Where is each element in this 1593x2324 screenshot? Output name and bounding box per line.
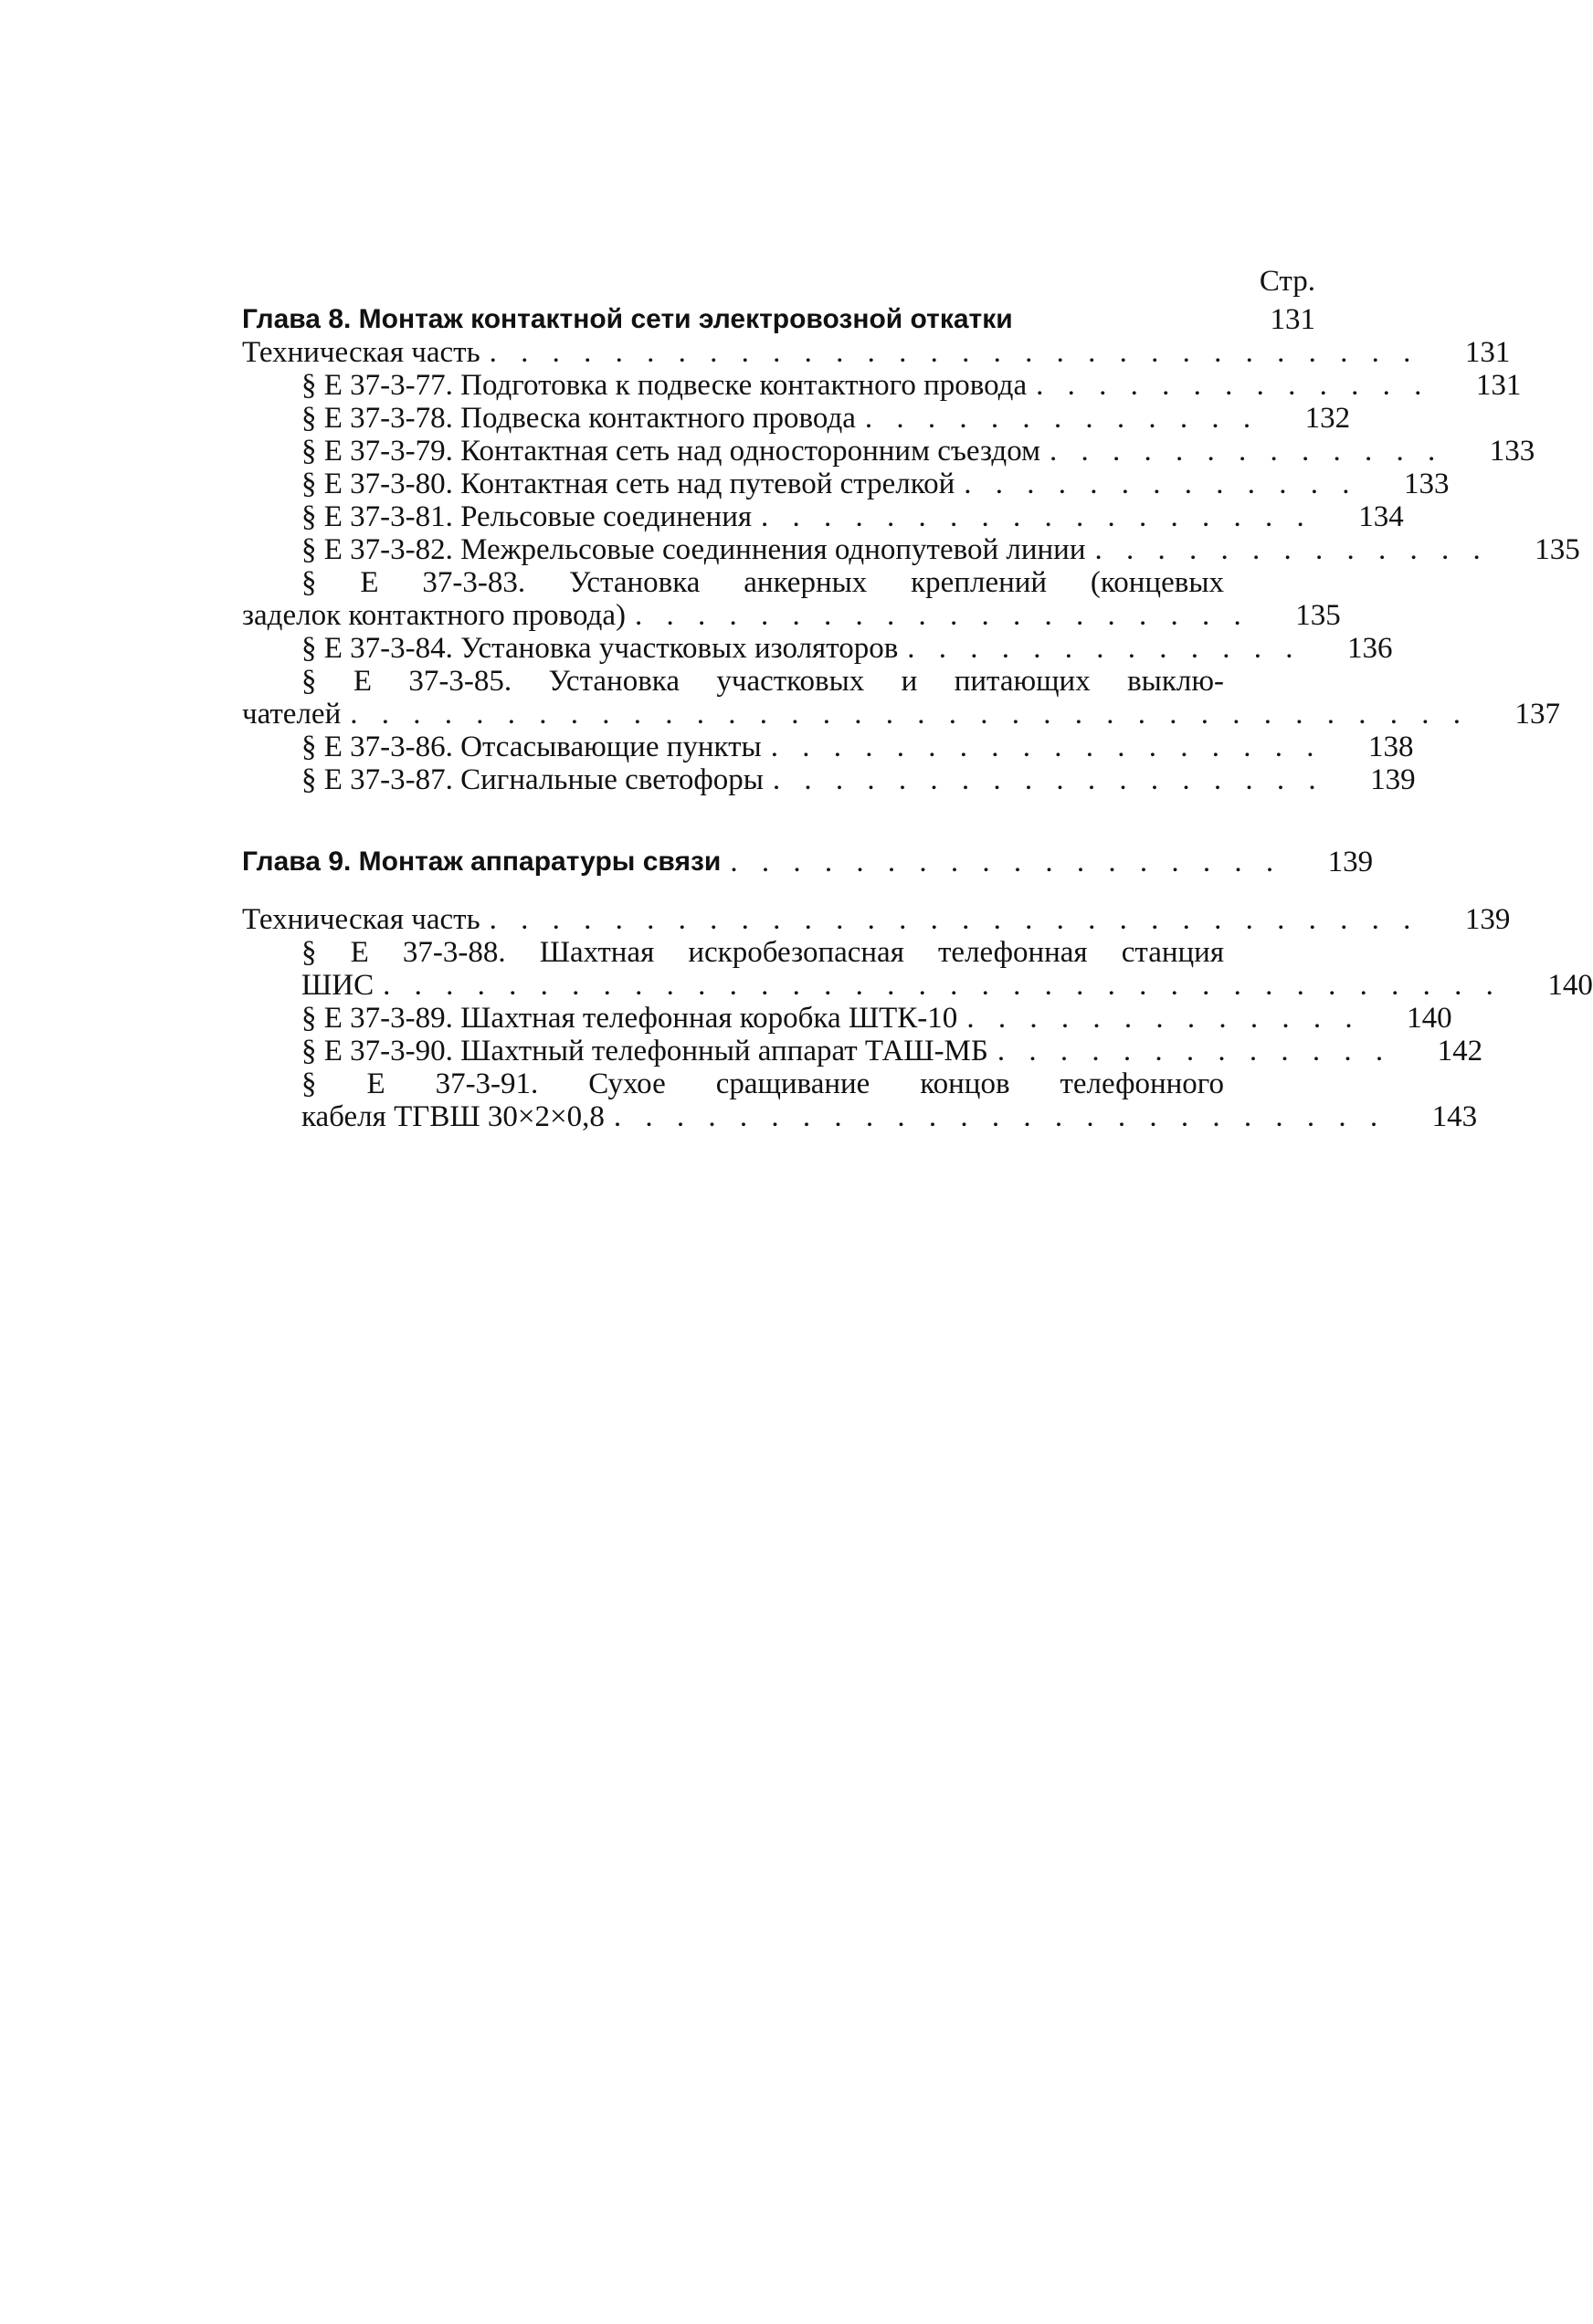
toc-entry: § Е 37-3-81. Рельсовые соединения . . . . . . . . . . . . . . . . . . 134 — [301, 500, 1404, 533]
toc-entry: § Е 37-3-80. Контактная сеть над путевой стрелкой . . . . . . . . . . . . . 133 — [301, 468, 1450, 500]
entry-text: § Е 37-3-87. Сигнальные светофоры — [301, 763, 764, 796]
entry-text: § Е 37-3-82. Межрельсовые соединнения однопутевой линии — [301, 533, 1086, 566]
page-number: 135 — [1295, 599, 1341, 632]
page-number: 133 — [1404, 468, 1450, 500]
entry-text: § Е 37-3-85. Установка участковых и питающих выклю- — [301, 665, 1224, 698]
entry-text: § Е 37-3-90. Шахтный телефонный аппарат ТАШ-МБ — [301, 1035, 988, 1067]
page-number: 138 — [1367, 731, 1414, 763]
entry-text: кабеля ТГВШ 30×2×0,8 — [301, 1100, 605, 1133]
page-number: 142 — [1437, 1035, 1483, 1067]
entry-text: § Е 37-3-88. Шахтная искробезопасная телефонная станция — [301, 936, 1224, 969]
toc-entry-line2: кабеля ТГВШ 30×2×0,8 . . . . . . . . . . . . . . . . . . . . . . . . . 143 — [301, 1100, 1478, 1133]
toc-entry-line1 — [242, 566, 1315, 599]
entry-text: Техническая часть — [242, 336, 480, 369]
entry-text: § Е 37-3-78. Подвеска контактного провода — [301, 402, 856, 435]
toc-entry-line1 — [242, 665, 1315, 698]
entry-text: Техническая часть — [242, 903, 480, 936]
page-number: 132 — [1304, 402, 1351, 435]
chapter-8-title: Глава 8. Монтаж контактной сети электровозной откатки — [242, 304, 1013, 334]
entry-text: § Е 37-3-81. Рельсовые соединения — [301, 500, 753, 533]
toc-entry-line2: заделок контактного провода) . . . . . . . . . . . . . . . . . . . . 135 — [242, 599, 1341, 632]
entry-text: чателей — [242, 698, 342, 731]
toc-entry-tech-part: Техническая часть . . . . . . . . . . . . . . . . . . . . . . . . . . . . . . 131 — [242, 336, 1511, 369]
page-number: 131 — [1270, 303, 1315, 336]
page-number: 135 — [1535, 533, 1580, 566]
page-column-header — [242, 265, 1315, 303]
entry-text: § Е 37-3-77. Подготовка к подвеске контактного провода — [301, 369, 1028, 402]
entry-text: ШИС — [301, 969, 375, 1002]
toc-entry: § Е 37-3-77. Подготовка к подвеске контактного провода . . . . . . . . . . . . . 131 — [301, 369, 1522, 402]
entry-text: § Е 37-3-83. Установка анкерных креплений (концевых — [301, 566, 1224, 599]
page-number: 137 — [1514, 698, 1560, 731]
page-number: 131 — [1464, 336, 1511, 369]
toc-entry-line2: чателей . . . . . . . . . . . . . . . . . . . . . . . . . . . . . . . . . . . . 137 — [242, 698, 1560, 731]
page-number: 134 — [1358, 500, 1404, 533]
page-number: 133 — [1489, 435, 1535, 468]
entry-text: § Е 37-3-89. Шахтная телефонная коробка ШТК-10 — [301, 1002, 958, 1035]
entry-text: § Е 37-3-91. Сухое сращивание концов телефонного — [301, 1067, 1224, 1100]
page-number: 139 — [1327, 846, 1374, 878]
chapter-9-heading: Глава 9. Монтаж аппаратуры связи . . . . . . . . . . . . . . . . . . 139 — [242, 846, 1374, 878]
chapter-9-title: Глава 9. Монтаж аппаратуры связи — [242, 847, 722, 877]
page-header-label: Стр. — [1259, 265, 1315, 298]
toc-entry: § Е 37-3-90. Шахтный телефонный аппарат ТАШ-МБ . . . . . . . . . . . . . 142 — [301, 1035, 1483, 1067]
toc-entry: § Е 37-3-82. Межрельсовые соединнения однопутевой линии . . . . . . . . . . . . . 135 — [301, 533, 1580, 566]
page-number: 139 — [1370, 763, 1416, 796]
entry-text: заделок контактного провода) — [242, 599, 626, 632]
toc-entry: § Е 37-3-79. Контактная сеть над односторонним съездом . . . . . . . . . . . . . 133 — [301, 435, 1535, 468]
page-number: 131 — [1475, 369, 1522, 402]
entry-text: § Е 37-3-86. Отсасывающие пункты — [301, 731, 762, 763]
page-number: 139 — [1464, 903, 1511, 936]
table-of-contents — [242, 265, 1593, 1133]
toc-entry-line1 — [242, 936, 1315, 969]
toc-entry-line2: ШИС . . . . . . . . . . . . . . . . . . . . . . . . . . . . . . . . . . . . 140 — [301, 969, 1593, 1002]
page-number: 143 — [1431, 1100, 1478, 1133]
toc-entry: § Е 37-3-89. Шахтная телефонная коробка ШТК-10 . . . . . . . . . . . . . 140 — [301, 1002, 1452, 1035]
entry-text: § Е 37-3-79. Контактная сеть над односторонним съездом — [301, 435, 1040, 468]
entry-text: § Е 37-3-84. Установка участковых изоляторов — [301, 632, 899, 665]
toc-entry: § Е 37-3-84. Установка участковых изоляторов . . . . . . . . . . . . . 136 — [301, 632, 1393, 665]
toc-entry: § Е 37-3-78. Подвеска контактного провода . . . . . . . . . . . . . 132 — [301, 402, 1351, 435]
toc-entry-line1 — [242, 1067, 1315, 1100]
toc-entry-tech-part: Техническая часть . . . . . . . . . . . . . . . . . . . . . . . . . . . . . . 139 — [242, 903, 1511, 936]
page-number: 140 — [1547, 969, 1593, 1002]
chapter-8-heading — [242, 303, 1315, 336]
toc-entry: § Е 37-3-86. Отсасывающие пункты . . . . . . . . . . . . . . . . . . 138 — [301, 731, 1414, 763]
page-number: 140 — [1407, 1002, 1452, 1035]
page-number: 136 — [1347, 632, 1393, 665]
toc-entry: § Е 37-3-87. Сигнальные светофоры . . . . . . . . . . . . . . . . . . 139 — [301, 763, 1416, 796]
entry-text: § Е 37-3-80. Контактная сеть над путевой стрелкой — [301, 468, 955, 500]
